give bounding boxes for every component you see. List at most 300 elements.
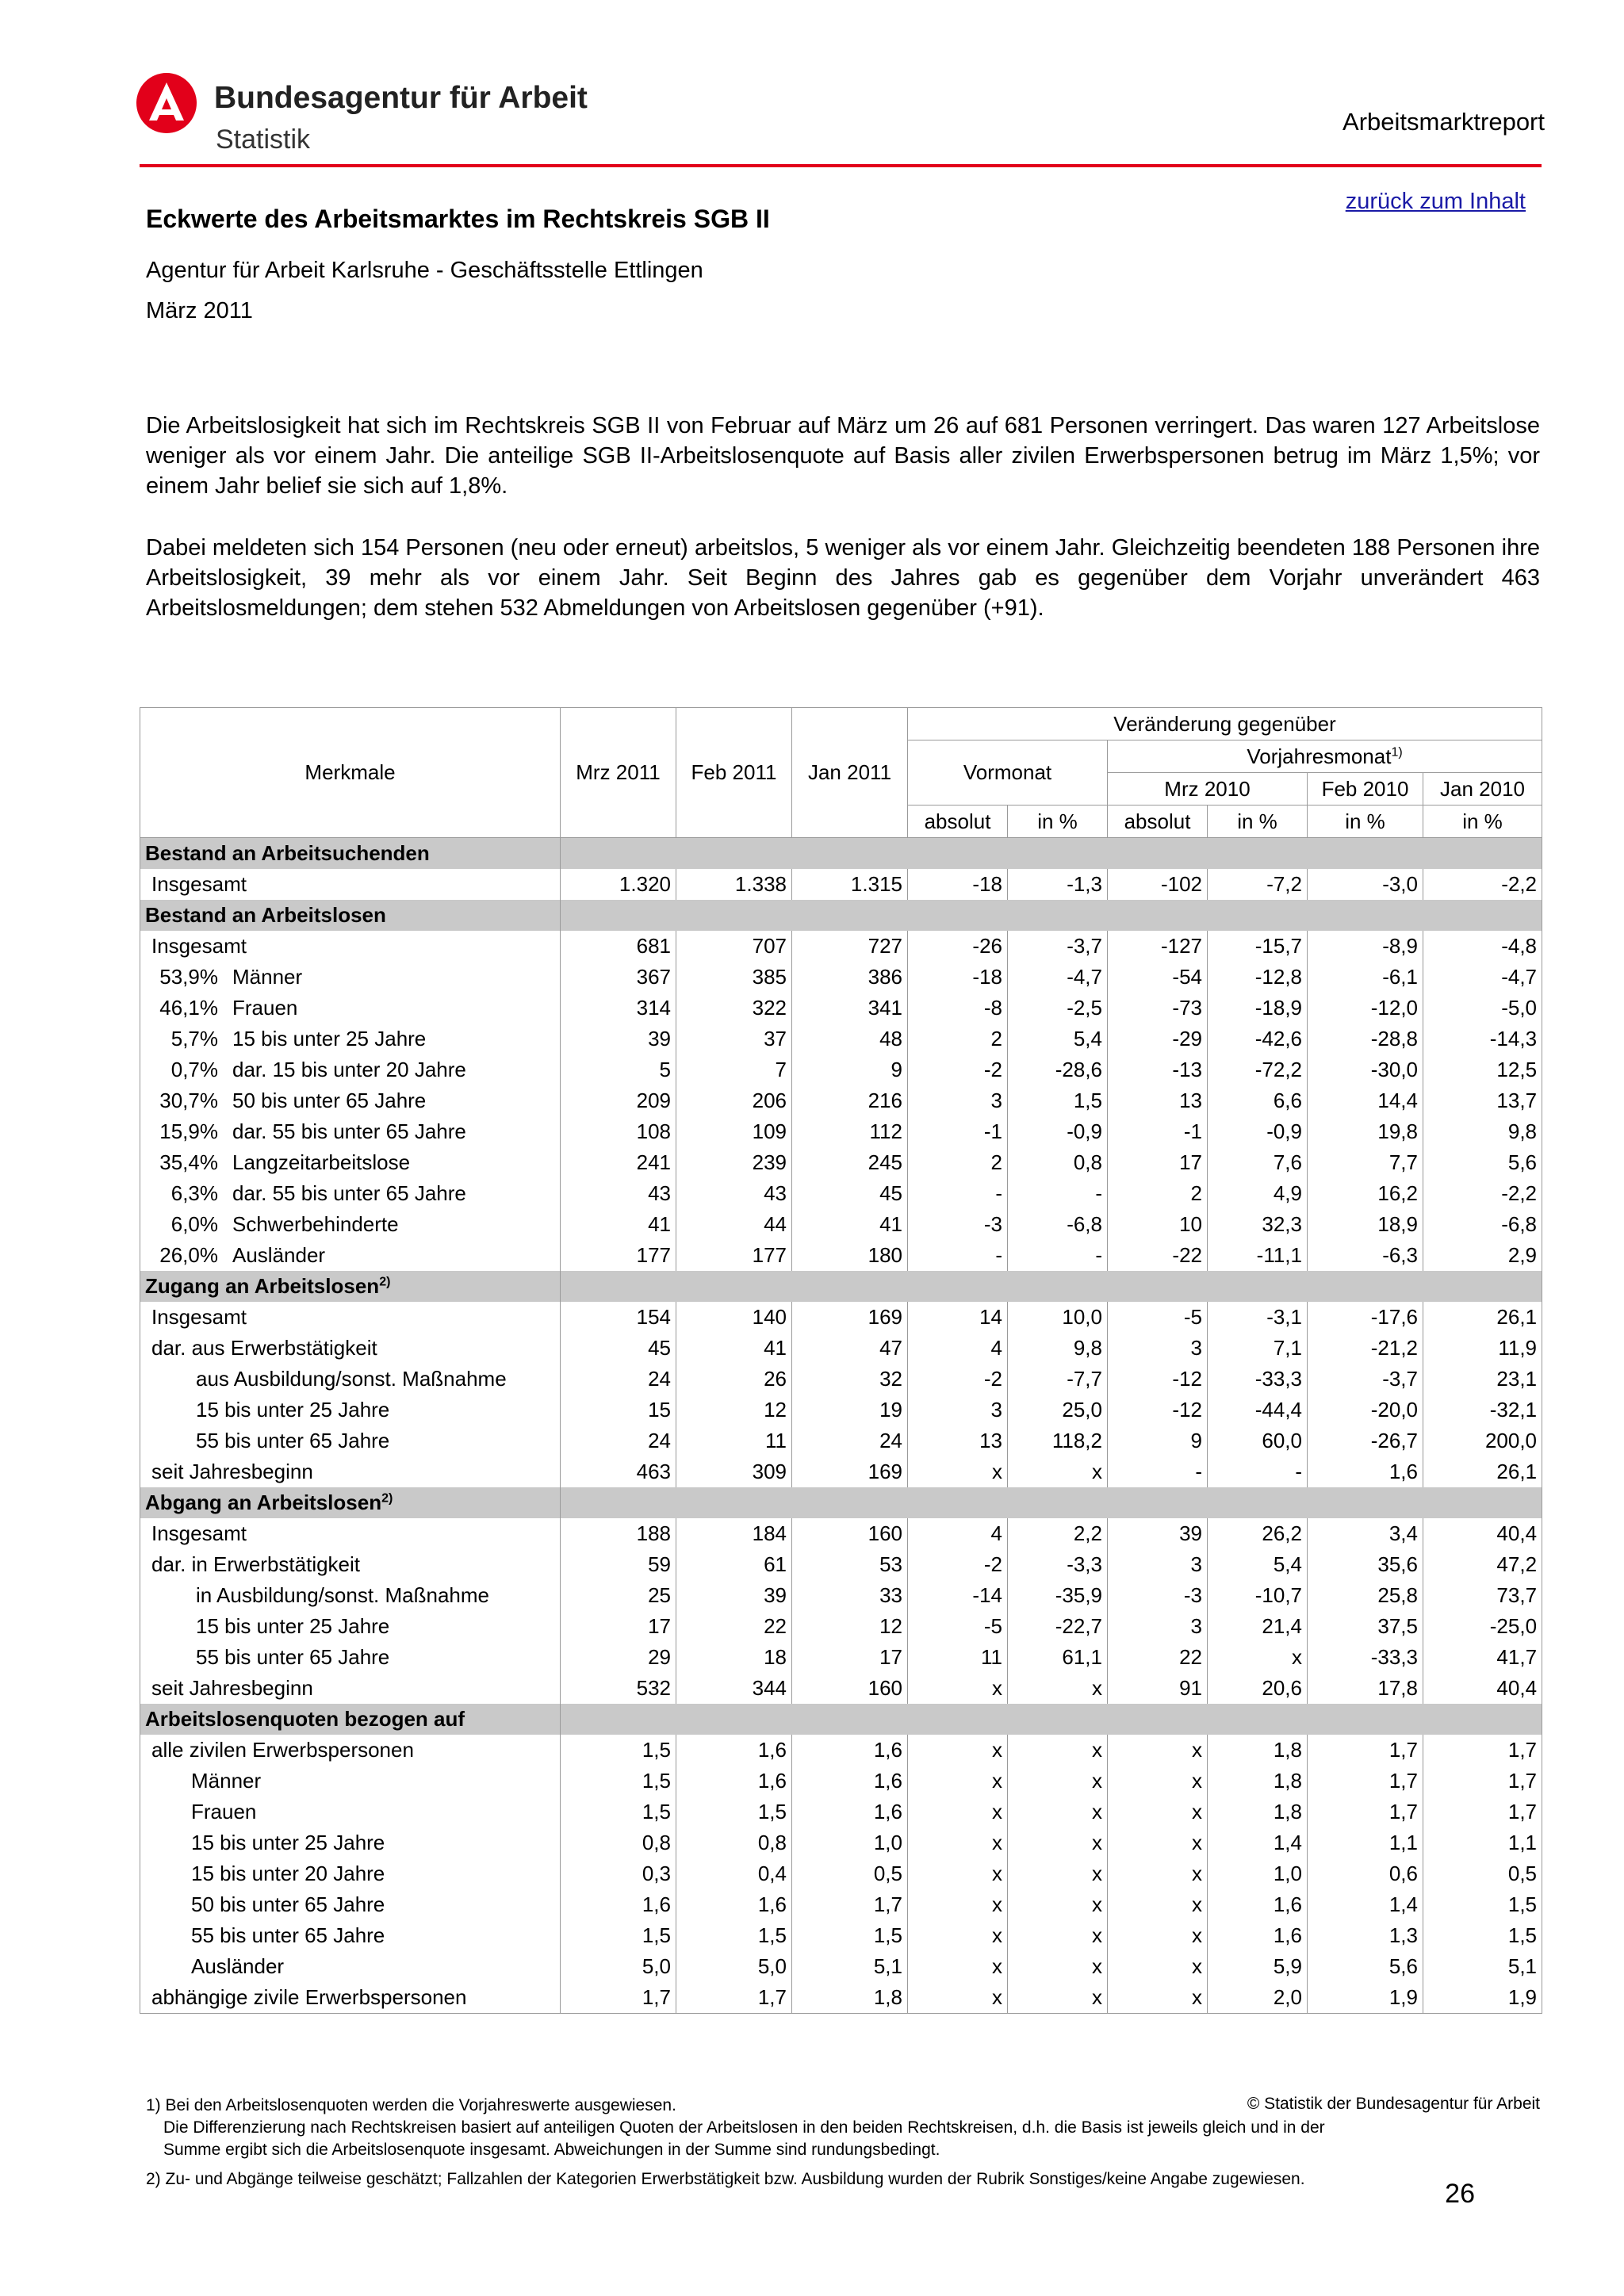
table-cell: 2,0 [1208, 1982, 1308, 2014]
table-cell: 10,0 [1008, 1302, 1108, 1333]
table-row [140, 1735, 1542, 1766]
footnote-ref: 1) [1391, 744, 1403, 759]
table-cell: -12,8 [1208, 962, 1308, 993]
table-cell: 1,1 [1423, 1827, 1542, 1858]
table-cell: -20,0 [1308, 1395, 1423, 1425]
table-cell: -18 [908, 869, 1008, 900]
share-percent: 30,7% [159, 1089, 218, 1112]
row-label-text: seit Jahresbeginn [151, 1460, 313, 1483]
row-label-text: 50 bis unter 65 Jahre [232, 1089, 427, 1112]
table-cell: 206 [676, 1085, 792, 1116]
header-feb2011: Feb 2011 [676, 708, 792, 838]
table-cell: 53 [792, 1549, 908, 1580]
section-filler [561, 1271, 1542, 1302]
table-cell: 0,3 [561, 1858, 676, 1889]
table-row [140, 1982, 1542, 2014]
table-cell: 21,4 [1208, 1611, 1308, 1642]
table-cell: - [1208, 1456, 1308, 1487]
table-cell: 0,5 [792, 1858, 908, 1889]
table-cell: 160 [792, 1673, 908, 1704]
row-label [140, 1827, 561, 1858]
footnote-2: 2) Zu- und Abgänge teilweise geschätzt; Fallzahlen der Kategorien Erwerbstätigkeit bzw. Ausbildung wurden der Rubrik Sonstiges/keine Angabe zugewiesen. [146, 2170, 1305, 2188]
table-cell: 532 [561, 1673, 676, 1704]
row-label-text: Insgesamt [151, 934, 247, 958]
table-cell: 11 [676, 1425, 792, 1456]
table-cell: 1.338 [676, 869, 792, 900]
table-cell: 1,7 [676, 1982, 792, 2014]
share-percent: 26,0% [159, 1243, 218, 1267]
table-row [140, 962, 1542, 993]
table-cell: 1,6 [792, 1735, 908, 1766]
table-cell: x [908, 1951, 1008, 1982]
table-cell: 15 [561, 1395, 676, 1425]
table-cell: -7,7 [1008, 1364, 1108, 1395]
header-in-pct: in % [1008, 806, 1108, 838]
table-cell: 48 [792, 1024, 908, 1054]
table-cell: -6,1 [1308, 962, 1423, 993]
table-cell: 3 [908, 1395, 1008, 1425]
table-cell: 200,0 [1423, 1425, 1542, 1456]
table-cell: 109 [676, 1116, 792, 1147]
table-cell: -8,9 [1308, 931, 1423, 962]
footnote-1-line-2: Die Differenzierung nach Rechtskreisen basiert auf anteiligen Quoten der Arbeitslosen in den beiden Rechtskreisen, d.h. die Basis ist jeweils gleich und in der [163, 2118, 1325, 2137]
row-label-text: Ausländer [232, 1243, 326, 1267]
org-name: Bundesagentur für Arbeit [214, 81, 588, 115]
table-cell: -4,7 [1008, 962, 1108, 993]
row-label [140, 962, 561, 993]
table-cell: 314 [561, 993, 676, 1024]
section-filler [561, 1487, 1542, 1518]
row-label [140, 1951, 561, 1982]
table-cell: 112 [792, 1116, 908, 1147]
table-cell: -7,2 [1208, 869, 1308, 900]
table-row [140, 1951, 1542, 1982]
table-row [140, 1642, 1542, 1673]
table-cell: 0,8 [561, 1827, 676, 1858]
table-cell: 7,1 [1208, 1333, 1308, 1364]
row-label [140, 1982, 561, 2014]
table-cell: -6,8 [1008, 1209, 1108, 1240]
header-vormonat: Vormonat [908, 740, 1108, 806]
table-cell: 3 [1108, 1333, 1208, 1364]
table-cell: 216 [792, 1085, 908, 1116]
table-cell: 12 [792, 1611, 908, 1642]
table-cell: 43 [561, 1178, 676, 1209]
summary-paragraph-1: Die Arbeitslosigkeit hat sich im Rechtskreis SGB II von Februar auf März um 26 auf 681 Personen verringert. Das waren 127 Arbeitslose weniger als vor einem Jahr. Die anteilige SGB II-Arbeitslosenquote auf Basis aller zivilen Erwerbspersonen betrug im März 1,5%; vor einem Jahr belief sie sich auf 1,8%. [146, 413, 1540, 499]
row-label [140, 1209, 561, 1240]
table-cell: -5 [908, 1611, 1008, 1642]
table-row [140, 1580, 1542, 1611]
table-cell: -4,7 [1423, 962, 1542, 993]
table-cell: - [1008, 1178, 1108, 1209]
table-cell: -2,2 [1423, 1178, 1542, 1209]
table-cell: 309 [676, 1456, 792, 1487]
row-label [140, 1456, 561, 1487]
section-title [140, 1487, 561, 1518]
table-cell: 61,1 [1008, 1642, 1108, 1673]
row-label-text: Insgesamt [151, 872, 247, 896]
row-label [140, 1735, 561, 1766]
table-cell: 169 [792, 1302, 908, 1333]
footnote-ref: 2) [381, 1491, 393, 1506]
table-cell: -3,7 [1008, 931, 1108, 962]
row-label-text: 15 bis unter 25 Jahre [191, 1831, 385, 1854]
table-cell: 14 [908, 1302, 1008, 1333]
table-cell: 177 [561, 1240, 676, 1271]
row-label-text: dar. 55 bis unter 65 Jahre [232, 1181, 466, 1205]
table-row [140, 1054, 1542, 1085]
table-cell: 35,6 [1308, 1549, 1423, 1580]
section-header-row [140, 1704, 1542, 1735]
table-cell: 160 [792, 1518, 908, 1549]
table-row [140, 1302, 1542, 1333]
header-vorjahresmonat [1108, 740, 1542, 773]
table-cell: 10 [1108, 1209, 1208, 1240]
table-cell: 3 [1108, 1611, 1208, 1642]
table-cell: 1.315 [792, 869, 908, 900]
table-row [140, 1920, 1542, 1951]
page-number: 26 [1445, 2179, 1475, 2209]
table-cell: 37,5 [1308, 1611, 1423, 1642]
row-label-text: Ausländer [191, 1954, 285, 1978]
row-label-text: Männer [232, 965, 303, 989]
share-percent: 5,7% [170, 1027, 218, 1050]
table-row [140, 1673, 1542, 1704]
table-cell: 1,6 [1208, 1889, 1308, 1920]
row-label-text: 55 bis unter 65 Jahre [191, 1923, 385, 1947]
table-cell: 1,7 [792, 1889, 908, 1920]
table-cell: x [908, 1920, 1008, 1951]
table-cell: x [1008, 1920, 1108, 1951]
header-jan2011: Jan 2011 [792, 708, 908, 838]
row-label [140, 1364, 561, 1395]
row-label [140, 1240, 561, 1271]
table-cell: - [908, 1178, 1008, 1209]
table-cell: 1,6 [676, 1766, 792, 1797]
table-cell: 9,8 [1008, 1333, 1108, 1364]
table-cell: 59 [561, 1549, 676, 1580]
table-cell: 13 [908, 1425, 1008, 1456]
row-label [140, 931, 561, 962]
table-cell: 17 [561, 1611, 676, 1642]
table-cell: x [1108, 1951, 1208, 1982]
row-label-text: alle zivilen Erwerbspersonen [151, 1738, 414, 1762]
table-cell: -0,9 [1208, 1116, 1308, 1147]
table-cell: -127 [1108, 931, 1208, 962]
table-cell: 118,2 [1008, 1425, 1108, 1456]
row-label [140, 1611, 561, 1642]
table-cell: x [908, 1889, 1008, 1920]
table-cell: -25,0 [1423, 1611, 1542, 1642]
row-label [140, 1333, 561, 1364]
header-absolut: absolut [908, 806, 1008, 838]
section-title [140, 838, 561, 870]
table-cell: 4 [908, 1518, 1008, 1549]
table-cell: 14,4 [1308, 1085, 1423, 1116]
table-row [140, 1024, 1542, 1054]
table-cell: 1,6 [792, 1797, 908, 1827]
header-in-pct: in % [1423, 806, 1542, 838]
table-cell: 5,1 [792, 1951, 908, 1982]
labour-market-table [140, 707, 1542, 2014]
footnote-1: 1) Bei den Arbeitslosenquoten werden die Vorjahreswerte ausgewiesen. [146, 2096, 676, 2114]
table-cell: x [1008, 1951, 1108, 1982]
row-label [140, 1766, 561, 1797]
share-percent: 35,4% [159, 1150, 218, 1174]
org-subtitle: Statistik [216, 124, 311, 155]
row-label [140, 1580, 561, 1611]
table-cell: -1 [908, 1116, 1008, 1147]
back-to-contents-link[interactable]: zurück zum Inhalt [1345, 189, 1526, 214]
table-row [140, 1766, 1542, 1797]
table-cell: 26,1 [1423, 1302, 1542, 1333]
table-cell: 239 [676, 1147, 792, 1178]
table-cell: x [908, 1982, 1008, 2014]
table-cell: 209 [561, 1085, 676, 1116]
table-cell: 11 [908, 1642, 1008, 1673]
table-cell: 26,2 [1208, 1518, 1308, 1549]
table-cell: x [1108, 1766, 1208, 1797]
table-cell: -0,9 [1008, 1116, 1108, 1147]
table-cell: 1,5 [561, 1735, 676, 1766]
table-cell: 1,9 [1308, 1982, 1423, 2014]
row-label [140, 1395, 561, 1425]
table-cell: -3,1 [1208, 1302, 1308, 1333]
table-cell: x [908, 1858, 1008, 1889]
header-merkmale: Merkmale [140, 708, 561, 838]
table-cell: -30,0 [1308, 1054, 1423, 1085]
table-cell: -1,3 [1008, 869, 1108, 900]
table-cell: 1,9 [1423, 1982, 1542, 2014]
table-cell: 177 [676, 1240, 792, 1271]
row-label-text: Langzeitarbeitslose [232, 1150, 411, 1174]
table-cell: 344 [676, 1673, 792, 1704]
table-cell: -17,6 [1308, 1302, 1423, 1333]
table-cell: 1,6 [676, 1889, 792, 1920]
table-cell: 0,4 [676, 1858, 792, 1889]
table-cell: -14 [908, 1580, 1008, 1611]
table-row [140, 1518, 1542, 1549]
row-label-text: Frauen [232, 996, 298, 1020]
table-cell: 1,4 [1208, 1827, 1308, 1858]
ba-logo-icon [135, 71, 198, 135]
row-label-text: 55 bis unter 65 Jahre [196, 1645, 390, 1669]
table-cell: 39 [561, 1024, 676, 1054]
table-cell: 19,8 [1308, 1116, 1423, 1147]
table-cell: 5,4 [1208, 1549, 1308, 1580]
row-label-text: Insgesamt [151, 1305, 247, 1329]
table-cell: 17 [792, 1642, 908, 1673]
table-cell: 24 [561, 1425, 676, 1456]
table-row [140, 1147, 1542, 1178]
table-cell: 60,0 [1208, 1425, 1308, 1456]
row-label-text: 15 bis unter 25 Jahre [196, 1614, 390, 1638]
section-header-row [140, 1487, 1542, 1518]
table-cell: 367 [561, 962, 676, 993]
section-title [140, 1704, 561, 1735]
table-cell: -6,3 [1308, 1240, 1423, 1271]
table-cell: 13 [1108, 1085, 1208, 1116]
row-label [140, 1673, 561, 1704]
section-title [140, 900, 561, 931]
share-percent: 6,3% [170, 1181, 218, 1205]
table-cell: x [1108, 1889, 1208, 1920]
table-cell: 22 [1108, 1642, 1208, 1673]
table-cell: 1,5 [676, 1920, 792, 1951]
row-label [140, 1116, 561, 1147]
table-cell: 341 [792, 993, 908, 1024]
header-absolut: absolut [1108, 806, 1208, 838]
table-cell: 47,2 [1423, 1549, 1542, 1580]
table-cell: 0,6 [1308, 1858, 1423, 1889]
table-cell: 19 [792, 1395, 908, 1425]
table-cell: -102 [1108, 869, 1208, 900]
row-label [140, 869, 561, 900]
table-cell: x [1108, 1735, 1208, 1766]
table-cell: 1,5 [561, 1920, 676, 1951]
table-cell: -15,7 [1208, 931, 1308, 962]
table-cell: 39 [1108, 1518, 1208, 1549]
table-cell: -3,0 [1308, 869, 1423, 900]
row-label-text: 15 bis unter 25 Jahre [196, 1398, 390, 1422]
table-row [140, 869, 1542, 900]
section-filler [561, 1704, 1542, 1735]
table-cell: 2 [908, 1147, 1008, 1178]
table-cell: 43 [676, 1178, 792, 1209]
table-cell: -3 [1108, 1580, 1208, 1611]
table-cell: 17 [1108, 1147, 1208, 1178]
table-cell: 24 [792, 1425, 908, 1456]
table-cell: 5,0 [561, 1951, 676, 1982]
table-cell: 23,1 [1423, 1364, 1542, 1395]
table-cell: -73 [1108, 993, 1208, 1024]
row-label-text: Frauen [191, 1800, 257, 1823]
table-cell: -35,9 [1008, 1580, 1108, 1611]
share-percent: 6,0% [170, 1212, 218, 1236]
table-cell: 37 [676, 1024, 792, 1054]
table-cell: 3,4 [1308, 1518, 1423, 1549]
table-cell: 5,1 [1423, 1951, 1542, 1982]
table-row [140, 1178, 1542, 1209]
row-label-text: dar. 15 bis unter 20 Jahre [232, 1058, 466, 1081]
table-cell: -44,4 [1208, 1395, 1308, 1425]
table-cell: 1,3 [1308, 1920, 1423, 1951]
table-cell: -26,7 [1308, 1425, 1423, 1456]
table-cell: 1,5 [676, 1797, 792, 1827]
row-label [140, 1054, 561, 1085]
table-cell: 707 [676, 931, 792, 962]
section-header-row [140, 1271, 1542, 1302]
row-label-text: Insgesamt [151, 1521, 247, 1545]
row-label-text: Männer [191, 1769, 262, 1793]
table-cell: 1,7 [1423, 1735, 1542, 1766]
table-cell: -54 [1108, 962, 1208, 993]
table-cell: 1,8 [792, 1982, 908, 2014]
table-cell: 25,0 [1008, 1395, 1108, 1425]
table-cell: x [1008, 1766, 1108, 1797]
table-cell: -5 [1108, 1302, 1208, 1333]
row-label [140, 1302, 561, 1333]
table-cell: 108 [561, 1116, 676, 1147]
table-cell: -4,8 [1423, 931, 1542, 962]
table-cell: -3,3 [1008, 1549, 1108, 1580]
table-cell: 3 [1108, 1549, 1208, 1580]
table-row [140, 1333, 1542, 1364]
section-header-row [140, 838, 1542, 870]
table-cell: -13 [1108, 1054, 1208, 1085]
row-label-text: seit Jahresbeginn [151, 1676, 313, 1700]
share-percent: 15,9% [159, 1119, 218, 1143]
table-row [140, 1085, 1542, 1116]
row-label [140, 1858, 561, 1889]
table-cell: x [908, 1797, 1008, 1827]
share-percent: 46,1% [159, 996, 218, 1020]
table-cell: 32,3 [1208, 1209, 1308, 1240]
table-cell: x [1008, 1673, 1108, 1704]
row-label [140, 1549, 561, 1580]
table-cell: -12 [1108, 1364, 1208, 1395]
table-cell: 184 [676, 1518, 792, 1549]
table-cell: - [1008, 1240, 1108, 1271]
table-cell: 44 [676, 1209, 792, 1240]
table-cell: -32,1 [1423, 1395, 1542, 1425]
table-cell: x [1008, 1456, 1108, 1487]
table-cell: -10,7 [1208, 1580, 1308, 1611]
table-cell: 25,8 [1308, 1580, 1423, 1611]
table-cell: 1,6 [676, 1735, 792, 1766]
table-cell: 20,6 [1208, 1673, 1308, 1704]
table-cell: 26 [676, 1364, 792, 1395]
table-cell: 1,5 [1423, 1889, 1542, 1920]
table-cell: 3 [908, 1085, 1008, 1116]
table-cell: 1,6 [561, 1889, 676, 1920]
table-body [140, 838, 1542, 2014]
table-row [140, 1116, 1542, 1147]
header-mrz2011: Mrz 2011 [561, 708, 676, 838]
table-cell: 1,6 [792, 1766, 908, 1797]
table-cell: 13,7 [1423, 1085, 1542, 1116]
row-label [140, 1797, 561, 1827]
table-cell: x [1008, 1735, 1108, 1766]
table-cell: -8 [908, 993, 1008, 1024]
table-cell: x [1108, 1797, 1208, 1827]
table-cell: -22 [1108, 1240, 1208, 1271]
table-cell: 12,5 [1423, 1054, 1542, 1085]
table-cell: -29 [1108, 1024, 1208, 1054]
table-cell: 1,7 [1308, 1797, 1423, 1827]
table-row [140, 1797, 1542, 1827]
table-cell: 180 [792, 1240, 908, 1271]
table-row [140, 1456, 1542, 1487]
table-cell: 2,2 [1008, 1518, 1108, 1549]
section-header-row [140, 900, 1542, 931]
row-label-text: 55 bis unter 65 Jahre [196, 1429, 390, 1452]
row-label-text: in Ausbildung/sonst. Maßnahme [196, 1583, 489, 1607]
table-cell: -18 [908, 962, 1008, 993]
table-cell: -11,1 [1208, 1240, 1308, 1271]
table-cell: 18 [676, 1642, 792, 1673]
table-cell: x [908, 1766, 1008, 1797]
table-cell: 0,8 [1008, 1147, 1108, 1178]
table-cell: 188 [561, 1518, 676, 1549]
table-cell: x [908, 1456, 1008, 1487]
table-cell: -2 [908, 1364, 1008, 1395]
table-row [140, 1549, 1542, 1580]
table-cell: 61 [676, 1549, 792, 1580]
section-title-text: Bestand an Arbeitsuchenden [145, 841, 430, 865]
table-cell: 18,9 [1308, 1209, 1423, 1240]
table-cell: 463 [561, 1456, 676, 1487]
